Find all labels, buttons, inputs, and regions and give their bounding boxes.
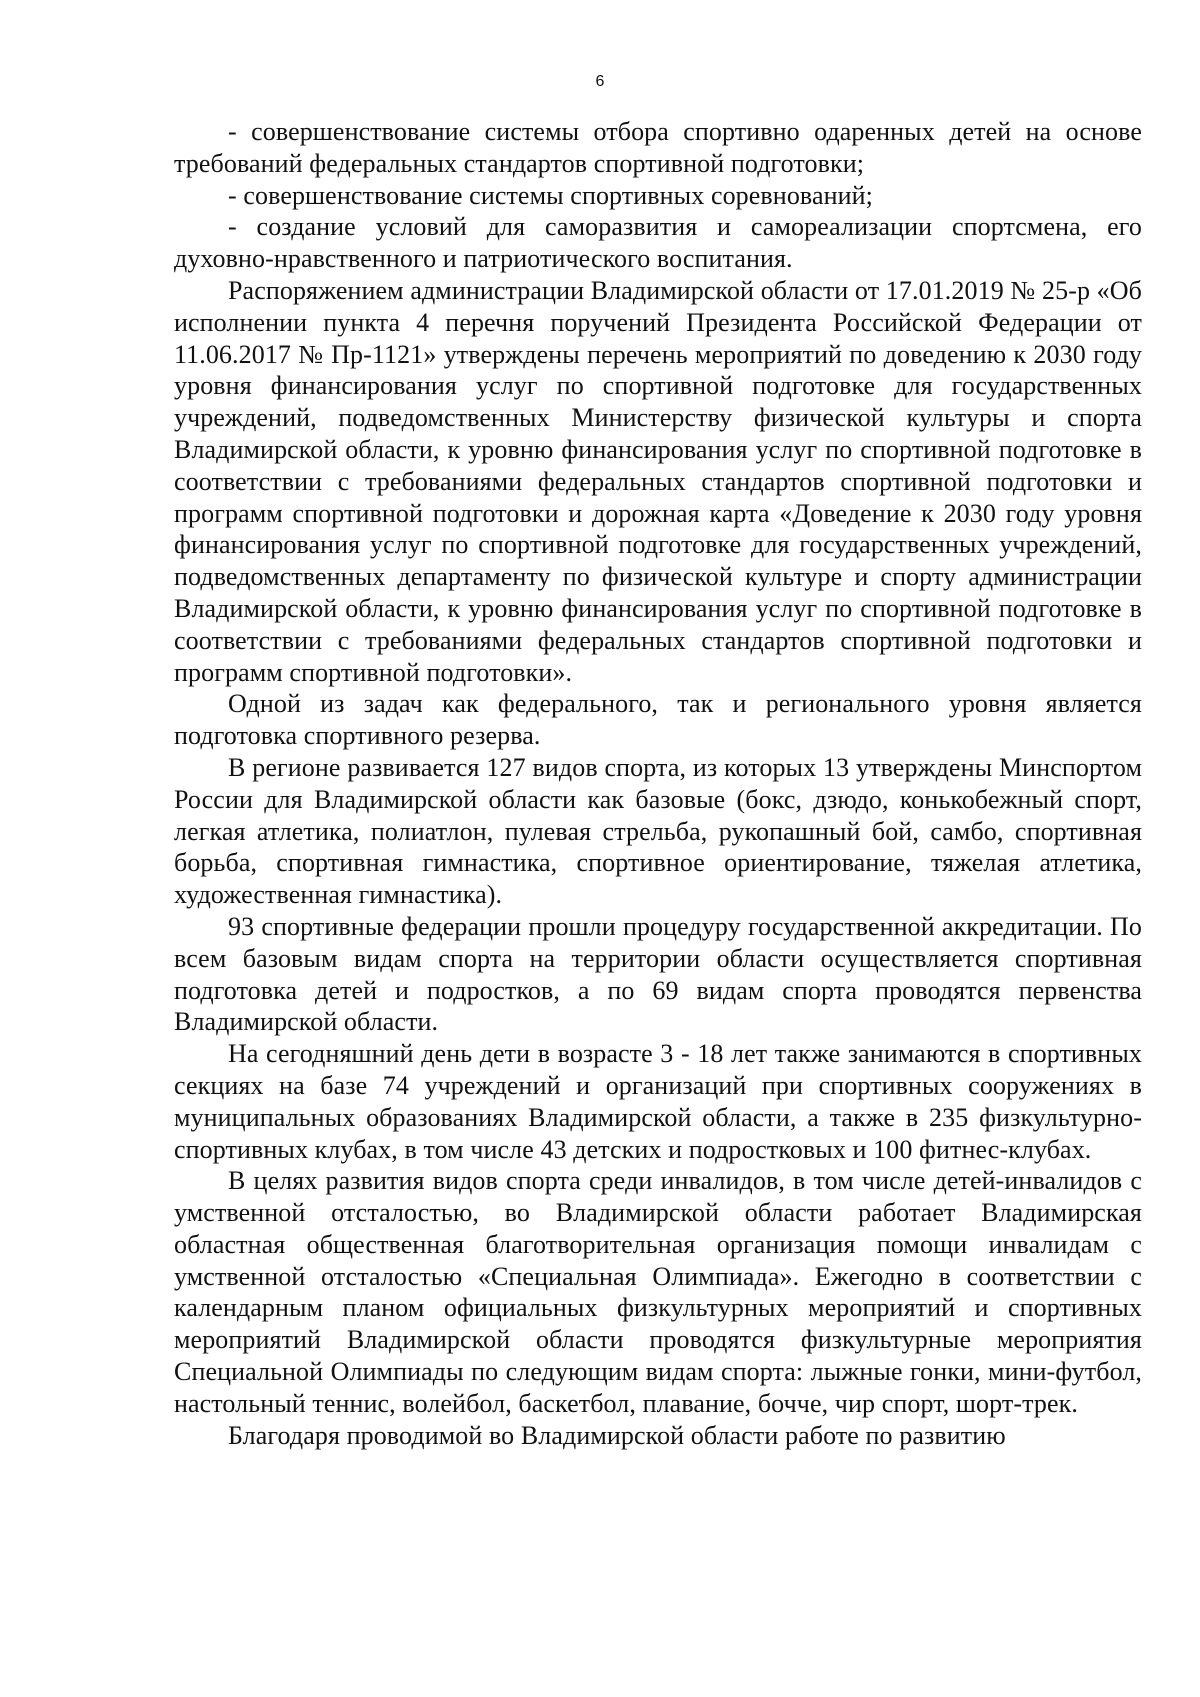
- paragraph-1: - совершенствование системы отбора спортивно одаренных детей на основе требований федеральных стандартов спортивной подготовки;: [174, 117, 1142, 178]
- paragraph-7: 93 спортивные федерации прошли процедуру государственной аккредитации. По всем базовым видам спорта на территории области осуществляется спортивная подготовка детей и подростков, а по 69 видам спорта проводятся первенства Владимирской области.: [174, 911, 1142, 1037]
- page-number: 6: [595, 73, 605, 90]
- paragraph-2: - совершенствование системы спортивных соревнований;: [228, 180, 873, 210]
- paragraph-5: Одной из задач как федерального, так и регионального уровня является подготовка спортивного резерва.: [174, 689, 1142, 751]
- paragraph-9: В целях развития видов спорта среди инвалидов, в том числе детей-инвалидов с умственной отсталостью, во Владимирской области работает Владимирская областная общественная благотворительная организация помощи инвалидам с умственной отсталостью «Специальная Олимпиада». Ежегодно в соответствии с календарным планом официальных физкультурных мероприятий и спортивных мероприятий Владимирской области проводятся физкультурные мероприятия Специальной Олимпиады по следующим видам спорта: лыжные гонки, мини-футбол, настольный теннис, волейбол, баскетбол, плавание, бочче, чир спорт, шорт-трек.: [174, 1166, 1142, 1418]
- paragraph-6: В регионе развивается 127 видов спорта, из которых 13 утверждены Минспортом России для Владимирской области как базовые (бокс, дзюдо, конькобежный спорт, легкая атлетика, полиатлон, пулевая стрельба, рукопашный бой, самбо, спортивная борьба, спортивная гимнастика, спортивное ориентирование, тяжелая атлетика, художественная гимнастика).: [174, 752, 1142, 910]
- paragraph-4: Распоряжением администрации Владимирской области от 17.01.2019 № 25-р «Об исполнении пункта 4 перечня поручений Президента Российской Федерации от 11.06.2017 № Пр-1121» утверждены перечень мероприятий по доведению к 2030 году уровня финансирования услуг по спортивной подготовке для государственных учреждений, подведомственных Министерству физической культуры и спорта Владимирской области, к уровню финансирования услуг по спортивной подготовке в соответствии с требованиями федеральных стандартов спортивной подготовки и программ спортивной подготовки и дорожная карта «Доведение к 2030 году уровня финансирования услуг по спортивной подготовке для государственных учреждений, подведомственных департаменту по физической культуре и спорту администрации Владимирской области, к уровню финансирования услуг по спортивной подготовке в соответствии с требованиями федеральных стандартов спортивной подготовки и программ спортивной подготовки».: [174, 275, 1142, 687]
- paragraph-3: - создание условий для саморазвития и самореализации спортсмена, его духовно-нравственного и патриотического воспитания.: [174, 212, 1142, 274]
- paragraph-8: На сегодняшний день дети в возрасте 3 - 18 лет также занимаются в спортивных секциях на базе 74 учреждений и организаций при спортивных сооружениях в муниципальных образованиях Владимирской области, а также в 235 физкультурно-спортивных клубах, в том числе 43 детских и подростковых и 100 фитнес-клубах.: [174, 1039, 1142, 1164]
- paragraph-10: Благодаря проводимой во Владимирской области работе по развитию: [228, 1420, 1006, 1450]
- document-body: [174, 116, 1142, 1451]
